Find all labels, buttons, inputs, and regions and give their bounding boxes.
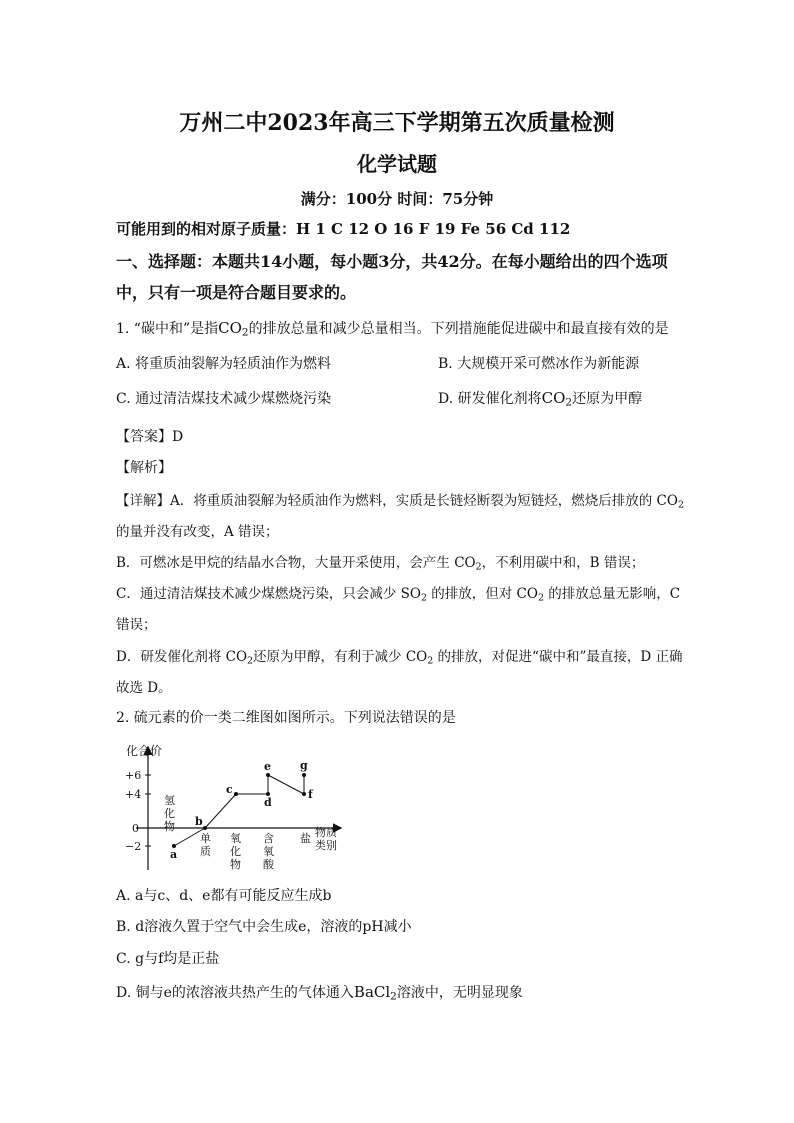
chart-point-e bbox=[266, 773, 270, 777]
q1-detail-d-sub1: 2 bbox=[247, 655, 254, 667]
chart-point-b bbox=[203, 826, 207, 830]
y-axis-title: 化合价 bbox=[126, 744, 163, 758]
q2-option-d-formula-sub: 2 bbox=[390, 990, 397, 1003]
y-tick-zero: 0 bbox=[132, 822, 139, 835]
cat-hydride-1: 氢 bbox=[164, 794, 175, 807]
cat-acid-3: 酸 bbox=[263, 858, 274, 871]
y-tick-plus6: +6 bbox=[125, 769, 142, 782]
cat-acid-1: 含 bbox=[263, 832, 274, 845]
q1-option-d bbox=[438, 388, 642, 408]
q1-detail-c-line2: 错误； bbox=[116, 617, 157, 633]
chart-line-b-c bbox=[205, 794, 236, 828]
q1-detail-c bbox=[116, 582, 680, 602]
q1-option-d-formula-sub: 2 bbox=[565, 396, 573, 409]
chart-point-label-a: a bbox=[170, 848, 178, 861]
q1-detail-line1 bbox=[116, 489, 684, 509]
q1-detail-b-sub: 2 bbox=[475, 561, 482, 573]
x-category-labels bbox=[164, 793, 311, 871]
q1-detail-b-text-b: ，不利用碳中和，B 错误； bbox=[481, 555, 645, 571]
q1-stem-formula-main: CO bbox=[218, 319, 242, 337]
q1-detail-c-text-b: 的排放，但对 CO bbox=[426, 586, 538, 602]
q1-conclusion: 故选 D。 bbox=[116, 680, 172, 696]
chart-point-c bbox=[234, 792, 238, 796]
q1-option-d-text-a: D. 研发催化剂将 bbox=[438, 391, 542, 407]
cat-oxide-3: 物 bbox=[230, 858, 241, 871]
q2-stem: 2. 硫元素的价一类二维图如图所示。下列说法错误的是 bbox=[116, 710, 456, 726]
q1-stem-formula bbox=[218, 319, 248, 337]
q1-stem bbox=[116, 318, 669, 338]
q1-detail-d-text-a: D．研发催化剂将 CO bbox=[116, 649, 248, 665]
q1-detail-d-text-c: 的排放，对促进“碳中和”最直接，D 正确 bbox=[433, 649, 683, 665]
page-subtitle: 化学试题 bbox=[357, 152, 437, 176]
valence-category-chart bbox=[116, 738, 366, 878]
q1-option-b: B. 大规模开采可燃冰作为新能源 bbox=[438, 356, 640, 372]
q1-detail-b-text-a: B．可燃冰是甲烷的结晶水合物，大量开采使用，会产生 CO bbox=[116, 555, 476, 571]
x-axis-title-line2: 类别 bbox=[315, 839, 337, 852]
q1-detail-c-sub1: 2 bbox=[420, 592, 427, 604]
chart-point-f bbox=[302, 792, 306, 796]
q1-stem-text-b: 的排放总量和减少总量相当。下列措施能促进碳中和最直接有效的是 bbox=[248, 321, 669, 337]
q1-detail-line1-text: 【详解】A．将重质油裂解为轻质油作为燃料，实质是长链烃断裂为短链烃，燃烧后排放的 CO bbox=[116, 493, 678, 509]
q2-option-b: B. d溶液久置于空气中会生成e，溶液的pH减小 bbox=[116, 919, 412, 935]
q2-option-d-text-b: 溶液中，无明显现象 bbox=[396, 985, 523, 1001]
page-title: 万州二中2023年高三下学期第五次质量检测 bbox=[179, 110, 615, 136]
q1-option-d-text-b: 还原为甲醇 bbox=[572, 391, 643, 407]
q1-detail-c-text-c: 的排放总量无影响，C bbox=[543, 586, 681, 602]
cat-element-1: 单 bbox=[200, 832, 211, 845]
exam-meta: 满分：100分 时间：75分钟 bbox=[300, 190, 494, 208]
cat-element-2: 质 bbox=[200, 845, 211, 858]
cat-acid-2: 氧 bbox=[263, 845, 274, 858]
chart-point-label-c: c bbox=[226, 783, 233, 796]
q1-stem-text-a: 1. “碳中和”是指 bbox=[116, 321, 219, 337]
q2-option-d-formula bbox=[354, 983, 397, 1001]
q2-option-c: C. g与f均是正盐 bbox=[116, 951, 220, 967]
q2-option-d bbox=[116, 982, 523, 1002]
cat-oxide-2: 化 bbox=[230, 845, 241, 858]
q1-option-c: C. 通过清洁煤技术减少煤燃烧污染 bbox=[116, 391, 332, 407]
chart-line-e-f bbox=[268, 775, 304, 794]
y-tick-plus4: +4 bbox=[125, 788, 142, 801]
y-tick-minus2: −2 bbox=[125, 840, 142, 853]
q1-option-d-formula bbox=[542, 389, 572, 407]
chart-point-label-b: b bbox=[195, 815, 203, 828]
q1-analysis-label: 【解析】 bbox=[116, 460, 172, 476]
q1-detail-line2: 的量并没有改变，A 错误； bbox=[116, 524, 279, 540]
chart-point-label-d: d bbox=[264, 796, 272, 809]
chart-point-label-e: e bbox=[264, 760, 271, 773]
section-heading-line1: 一、选择题：本题共14小题，每小题3分，共42分。在每小题给出的四个选项 bbox=[116, 252, 668, 271]
cat-salt: 盐 bbox=[300, 832, 311, 845]
cat-hydride-3: 物 bbox=[164, 820, 175, 833]
section-heading-line2: 中，只有一项是符合题目要求的。 bbox=[116, 283, 357, 302]
q1-detail-b bbox=[116, 551, 644, 571]
x-axis-title-line1: 物质 bbox=[315, 826, 337, 839]
q2-option-d-formula-main: BaCl bbox=[353, 983, 391, 1001]
q1-detail-d-text-b: 还原为甲醇，有利于减少 CO bbox=[253, 649, 428, 665]
chart-point-g bbox=[302, 773, 306, 777]
q1-detail-c-text-a: C．通过清洁煤技术减少煤燃烧污染，只会减少 SO bbox=[116, 586, 421, 602]
q1-detail-line1-sub: 2 bbox=[677, 499, 684, 511]
q1-detail-d-sub2: 2 bbox=[427, 655, 434, 667]
q2-option-d-text-a: D. 铜与e的浓溶液共热产生的气体通入 bbox=[116, 985, 354, 1001]
q1-answer: 【答案】D bbox=[116, 429, 184, 445]
q1-stem-formula-sub: 2 bbox=[241, 326, 249, 339]
cat-hydride-2: 化 bbox=[164, 807, 175, 820]
atomic-masses: 可能用到的相对原子质量：H 1 C 12 O 16 F 19 Fe 56 Cd 112 bbox=[116, 220, 571, 238]
chart-points bbox=[170, 759, 314, 861]
cat-oxide-1: 氧 bbox=[230, 832, 241, 845]
q1-option-a: A. 将重质油裂解为轻质油作为燃料 bbox=[116, 356, 332, 372]
q1-detail-c-sub2: 2 bbox=[537, 592, 544, 604]
chart-point-label-f: f bbox=[308, 788, 313, 801]
q2-option-a: A. a与c、d、e都有可能反应生成b bbox=[116, 888, 332, 904]
q1-option-d-formula-main: CO bbox=[541, 389, 566, 407]
chart-point-label-g: g bbox=[300, 759, 308, 772]
q1-detail-d bbox=[116, 645, 682, 665]
